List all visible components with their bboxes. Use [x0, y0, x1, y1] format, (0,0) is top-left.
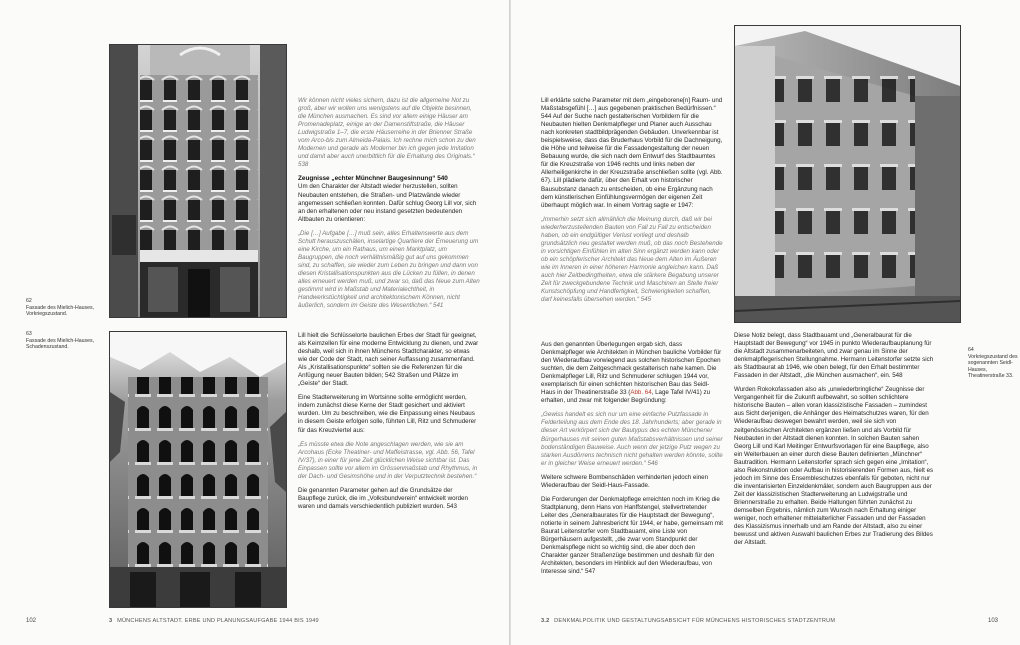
photo-mielich-prewar: [109, 44, 287, 318]
caption-text: Fassade des Mielich-Hauses, Vorkriegszustand.: [26, 304, 95, 318]
quote-lill-1947: „Immerhin setzt sich allmählich die Meinung durch, daß wir bei wiederherzustellenden Bauten von Fall zu Fall zu entscheiden haben, ob ein endgültiger Verlust vorliegt und deshalb grundsätzlich neu gestaltet werden muß, ob das noch Bestehende in vorsichtigen Einfühlen im alten Sinn ergänzt werden kann oder ob ein schöpferischer Architekt das Neue dem Alten im Äußeren wie im Inneren in einer höheren Harmonie angleichen kann. Daß auch hier Zeitbedingtheiten, etwa die stärkere Begabung unserer Zeit für zweckgebundene Technik und Maschinen an Stelle freier Kunstschöpfung und Handfertigkeit, Schwierigkeiten schaffen, darf keinesfalls übersehen werden.“ 545: [541, 215, 723, 304]
quote-lill-sichern: Wir können nicht vieles sichern, dazu ist die allgemeine Not zu groß, aber wir wollen uns wenigstens auf die Objekte besinnen, die München ausmachen. Es sind vor allem einige Häuser am Promenadeplatz, einige an der Damenstiftstraße, die Häuser Ludwigstraße 1–7, die erste Häuserreihe in der Brienner Straße vom Arco-bis zum Almeida-Palais. Ich rechne mich schon zu den Modernen und gerade als Moderner bin ich gegen jede Imitation und damit aber auch unerbittlich für die Erhaltung des Originals.“ 538: [298, 97, 476, 169]
section-heading: Zeugnisse „echter Münchner Baugesinnung“ 540: [298, 175, 448, 183]
paragraph: Die genannten Parameter gehen auf die Grundsätze der Baupflege zurück, die im „Volksbundverein“ entwickelt worden waren und damals verschiedentlich publiziert wurden. 543: [298, 486, 468, 510]
caption-figure-63: [26, 331, 104, 351]
footer-section-number: 3: [109, 618, 113, 624]
paragraph: Um den Charakter der Altstadt wieder herzustellen, sollten Neubauten entstehen, die Straßen- und Platzwände wieder angemessen schließen konnten. Dafür schlug Georg Lill vor, sich an den erhaltenen oder neu instand gesetzten bedeutenden Altbauten zu orientieren:: [298, 183, 477, 223]
footer-section-title: DENKMALPOLITIK UND GESTALTUNGSABSICHT FÜR MÜNCHENS HISTORISCHES STADTZENTRUM: [554, 618, 836, 624]
paragraph: Lill hielt die Schlüsselorte baulichen Erbes der Stadt für geeignet, als Keimzellen für eine moderne Entwicklung zu dienen, und zwar deshalb, weil sich in ihnen Münchens Stadtcharakter, so etwas wie der Code der Stadt, nach seiner Auffassung zusammenfand. Als „Kristallisationspunkte“ sollten sie die Referenzen für die Anfügung neuer Bauten bilden; 542 Straßen und Plätze im „Geiste“ der Stadt.: [298, 332, 479, 388]
caption-number: 62: [26, 298, 32, 304]
caption-figure-62: [26, 298, 104, 318]
running-footer: [541, 618, 835, 624]
paragraph-text-start: Aus den genannten Überlegungen ergab sich, dass Denkmalpfleger wie Architekten in München bauliche Vorbilder für den Wiederaufbau vorwiegend aus solchen historischen Epochen suchten, die dem Zeitgeschmack gestalterisch nahe kamen. Die Denkmalpfleger Lill, Ritz und Schmuderer schlugen 1944 vor, exemplarisch für einen schlichten historischen Bau das Seidl-Haus in der Theatinerstraße 33 (: [541, 341, 722, 397]
paragraph: Wurden Rokokofassaden also als „unwiederbringliche“ Zeugnisse der Vergangenheit für die Zukunft aufbewahrt, so sollten schlichtere historische Bauten – allen voran klassizistische Fassaden – zumindest aus Sicht derjenigen, die Anhänger des Heimatschutzes waren, für den Wiederaufbau deswegen bewahrt werden, weil sie sich von zeitgenössischen Architekten ergänzen ließen und als Vorbild für Neubauten in der Altstadt dienen konnten. In solchen Bauten sahen Georg Lill und Karl Meitinger Entwurfsvorlagen für eine Baupflege, also ein Weiterbauen an einer durch diese Bauten definierten „Münchner“ Bautradition. Hermann Leitenstorfer sprach sich gegen eine „Imitation“, also Rekonstruktion oder Aufbau in historisierenden Formen aus, hielt es jedoch im Sinne des Ensembleschutzes ebenfalls für geboten, nicht nur die inventarisierten Einzeldenkmäler, sondern auch Baugruppen aus der Zeit der klassizistischen Stadterweiterung an Ludwigstraße und Briennerstraße zu erhalten. Beide Haltungen führten zunächst zu demselben Ergebnis, nämlich zum Wunsch nach Erhaltung einiger weniger, noch erhaltener mittelalterlicher Fassaden und der Fassaden des Klassizismus innerhalb und am Rande der Altstadt, also zu einer bewusst und aktiven Auswahl baulichen Erbes zur Tradierung des Bildes der Altstadt.: [734, 386, 934, 547]
quote-lill-aufgabe: „Die […] Aufgabe […] muß sein, alles Erhaltenswerte aus dem Schutt herauszuschälen, inselartige Quartiere der Erneuerung um eine Kirche, um ein Rathaus, um einen Marktplatz, um Baugruppen, die noch verhältnismäßig gut auf uns gekommen sind, zu schaffen, sie wieder zum Leben zu bringen und dann von diesen Kristallisationspunkten aus die Lücken zu füllen, in denen alles erneuert werden muß, und zwar so, daß das Neue zum Alten gestimmt wird in Maßstab und Materialechtheit, in Handwerkstüchtigkeit und architektonischem Können, nicht äußerlich, sondern im Geiste des Wesentlichen.“ 541: [298, 229, 480, 310]
photo-mielich-damaged-image: [110, 332, 286, 607]
right-text-column-lower-right: [734, 332, 934, 553]
left-text-column-upper: [298, 97, 480, 316]
photo-seidl-haus: [734, 25, 961, 323]
caption-text: Vorkriegszustand des sogenannten Seidl-Hauses, Theatinerstraße 33.: [968, 353, 1018, 380]
left-page: [0, 0, 509, 645]
paragraph: Die Forderungen der Denkmalpflege erreichten noch im Krieg die Stadtplanung, denn Hans von Hanffstengel, stellvertretender Leiter des „Generalbaurates für die Hauptstadt der Bewegung“, notierte in seinem Jahresbericht für 1944, er habe, gemeinsam mit Baurat Leitenstorfer vom Stadtbauamt, eine Liste von Bürgerhäusern aufgestellt, „die zwar vom Standpunkt der Denkmalspflege nicht so wichtig sind, die aber doch den Charakter ganzer Straßenzüge bestimmen und deshalb für den Architekten, besonders im Hinblick auf den Wiederaufbau, von Interesse sind.“ 547: [541, 495, 723, 576]
left-text-column-lower: [298, 332, 480, 517]
paragraph: Diese Notiz belegt, dass Stadtbauamt und „Generalbaurat für die Hauptstadt der Bewegung“ vor 1945 in punkto Wiederaufbauplanung für die Altstadt zusammenarbeiteten, und zwar genau im Sinne der denkmalpflegerischen Stellungnahme. Hermann Leitenstorfer setzte sich als Stadtbaurat ab 1946, wie oben belegt, für den Erhalt bestimmter Fassaden in der Altstadt, „die München ausmachen“, ein. 548: [734, 332, 934, 380]
paragraph: Eine Stadterweiterung im Wortsinne sollte ermöglicht werden, indem zunächst diese Kerne der Stadt gesichert und aktiviert wurden. Um zu beschreiben, wie die Einpassung eines Neubaus in diesem Geiste erfolgen solle, führten Lill, Ritz und Schmuderer für das Kreuzviertel aus:: [298, 394, 477, 434]
caption-text: Fassade des Mielich-Hauses, Schadenszustand.: [26, 337, 95, 351]
footer-section-title: MÜNCHENS ALTSTADT. ERBE UND PLANUNGSAUFGABE 1944 BIS 1949: [117, 618, 319, 624]
paragraph: Lill erklärte solche Parameter mit dem „eingeborene[n] Raum- und Maßstabsgefühl […] aus gegebenen praktischen Bedürfnissen.“ 544 Auf der Suche nach gestalterischen Vorbildern für die Neubauten hielten Denkmalpfleger und Planer auch Ausschau nach konkreten stadtbildprägenden Gebäuden. Unverkennbar ist beispielsweise, dass das Bruderhaus Vorbild für die Dachneigung, die Höhe und teilweise für die Fassadengestaltung der neuen Bebauung wurde, die sich nach dem Entwurf des Stadtbaumtes für die Kreuzstraße von 1946 rechts und links neben der Allerheiligenkirche in der Kreuzstraße anschließen sollte (vgl. Abb. 67). Lill plädierte dafür, über den Erhalt von historischer Bausubstanz danach zu entscheiden, ob eine Ergänzung nach dem künstlerischen Einfühlungsvermögen der eigenen Zeit überhaupt möglich war. In einem Vortrag sagte er 1947:: [541, 97, 723, 209]
quote-seidl-haus: „Gewiss handelt es sich nur um eine einfache Putzfassade in Felderteilung aus dem Ende des 18. Jahrhunderts; aber gerade in dieser Art verkörpert sich der Bautypus des echten Münchener Bürgerhauses mit seinen guten Maßstabsverhältnissen und seiner bodenständigen Bauweise. Auch wenn der jetzige Putz wegen zu starken Ausdörrens technisch nicht gehalten werden könnte, sollte er in gleicher Weise erneuert werden.“ 546: [541, 411, 723, 467]
footer-section-number: 3.2: [541, 618, 550, 624]
quote-kreuzviertel: „Es müsste etwa die Note angeschlagen werden, wie sie am Arcohaus (Ecke Theatiner- und Maffeistrasse, vgl. Abb. 56, Tafel IV/37), in einer für jene Zeit glücklichen Weise sichtbar ist. Das Einpassen sollte vor allem im Grössenmaßstab und Rhythmus, in der Dach- und Gesimshöhe und in der Verputztechnik bestehen.“: [298, 440, 478, 480]
caption-figure-64: [968, 347, 1018, 380]
right-page: [511, 0, 1020, 645]
paragraph: Weitere schwere Bombenschäden verhinderten jedoch einen Wiederaufbau der Seidl-Haus-Fassade.: [541, 473, 709, 489]
figure-reference-link[interactable]: Abb. 64: [630, 389, 652, 397]
caption-number: 64: [968, 347, 974, 353]
paragraph: [541, 341, 723, 405]
photo-seidl-haus-image: [735, 26, 960, 322]
paragraph-text-end: , Lage Tafel IV/41) zu erhalten, und zwar mit folgender Begründung:: [541, 389, 711, 405]
right-text-column-lower-left: [541, 341, 723, 582]
page-number: 103: [988, 618, 999, 624]
page-number: 102: [26, 618, 37, 624]
right-text-column-upper: [541, 97, 723, 310]
running-footer: [109, 618, 319, 624]
photo-mielich-prewar-image: [110, 45, 286, 317]
photo-mielich-damaged: [109, 331, 287, 608]
caption-number: 63: [26, 331, 32, 337]
